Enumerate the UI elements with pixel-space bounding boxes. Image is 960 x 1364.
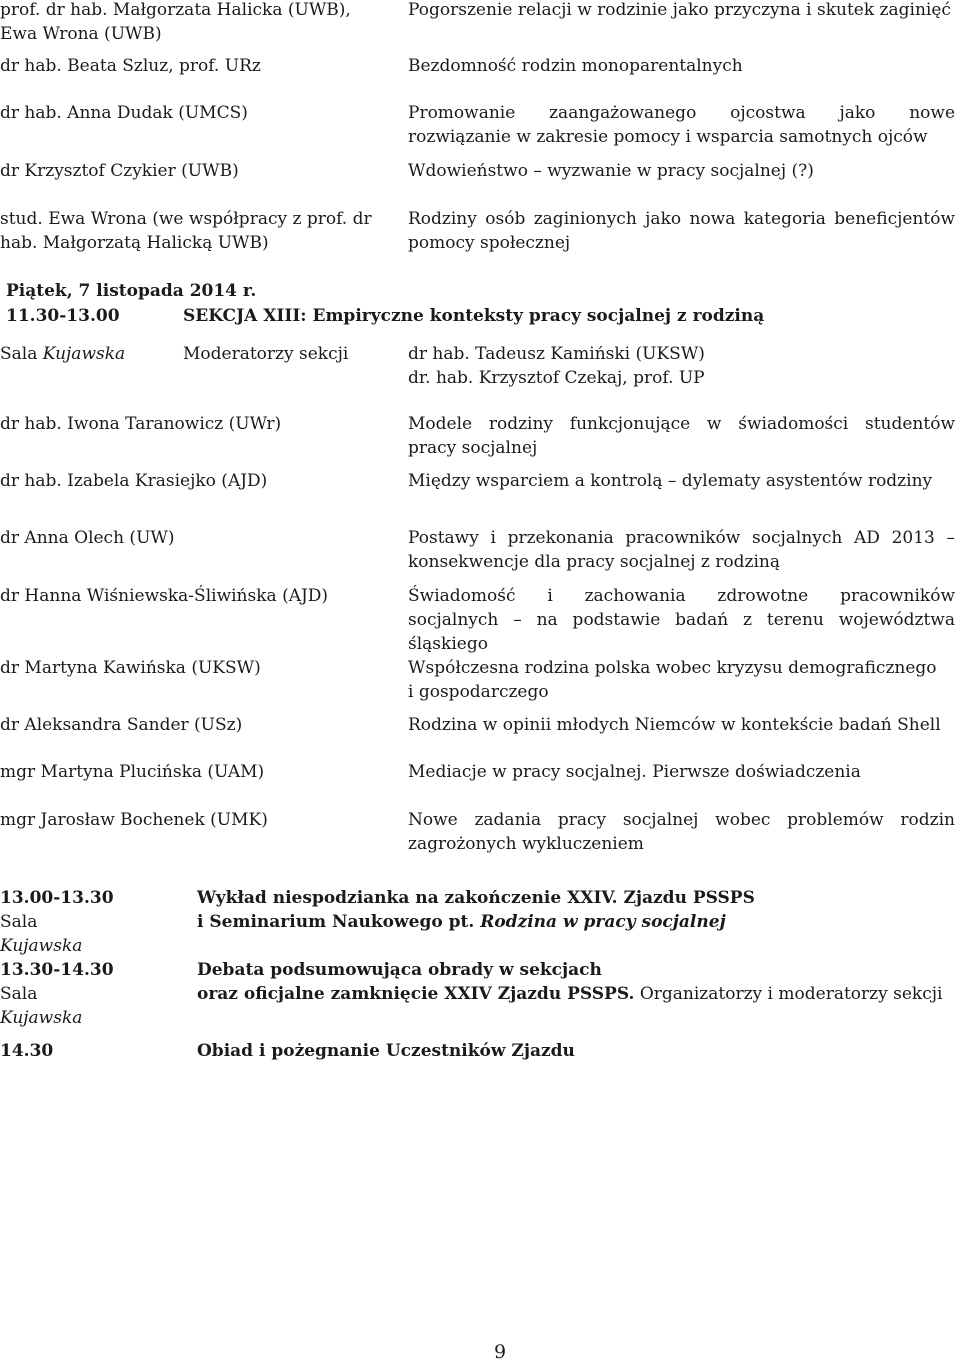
author-line: dr Krzysztof Czykier (UWB) — [0, 161, 239, 181]
title-line: Rodziny osób zaginionych jako nowa kategoria beneficjentów — [408, 209, 955, 229]
talk-title — [408, 584, 955, 656]
moderator: dr hab. Tadeusz Kamiński (UKSW) — [408, 344, 705, 364]
section-number: SEKCJA XIII — [183, 306, 301, 326]
title-line: Modele rodziny funkcjonujące w świadomości studentów — [408, 414, 955, 434]
talk-title — [408, 469, 955, 493]
author-line: dr Anna Olech (UW) — [0, 528, 175, 548]
author-line: dr hab. Beata Szluz, prof. URz — [0, 56, 261, 76]
talk-title — [408, 0, 955, 22]
talk-title — [408, 101, 955, 149]
talk-title — [408, 159, 955, 183]
event-line: Debata podsumowująca obrady w sekcjach — [197, 960, 602, 980]
author-line: mgr Martyna Plucińska (UAM) — [0, 762, 265, 782]
closing-time: 14.30 — [0, 1041, 54, 1061]
event-line: oraz oficjalne zamknięcie XXIV Zjazdu PSSPS. — [197, 984, 635, 1004]
author — [0, 0, 395, 46]
title-line: konsekwencje dla pracy socjalnej z rodziną — [408, 552, 781, 572]
talk-title — [408, 808, 955, 856]
moderators-list — [408, 342, 705, 390]
room-line: Kujawska — [0, 936, 83, 956]
author — [0, 526, 395, 550]
event-title: Rodzina w pracy socjalnej — [480, 912, 726, 932]
author-line: dr hab. Iwona Taranowicz (UWr) — [0, 414, 282, 434]
room-line: Sala — [0, 912, 38, 932]
event-line: i Seminarium Naukowego pt. — [197, 912, 481, 932]
author — [0, 207, 395, 255]
talk-title — [408, 760, 955, 784]
author-line: dr hab. Anna Dudak (UMCS) — [0, 103, 248, 123]
title-line: i gospodarczego — [408, 682, 549, 702]
title-line: Bezdomność rodzin monoparentalnych — [408, 56, 743, 76]
author — [0, 713, 395, 737]
author — [0, 159, 395, 183]
title-line: pracy socjalnej — [408, 438, 538, 458]
author — [0, 101, 395, 125]
section-time: 11.30-13.00 — [6, 306, 120, 326]
author-line: dr Martyna Kawińska (UKSW) — [0, 658, 261, 678]
room-prefix: Sala — [0, 344, 43, 364]
closing-event — [197, 958, 957, 1006]
section-topic: : Empiryczne konteksty pracy socjalnej z rodziną — [300, 306, 765, 326]
closing-time: 13.30-14.30 — [0, 960, 114, 980]
author-line: dr Hanna Wiśniewska-Śliwińska (AJD) — [0, 586, 329, 606]
title-line: Świadomość i zachowania zdrowotne pracowników — [408, 586, 955, 606]
event-line: Wykład niespodzianka na zakończenie XXIV. Zjazdu PSSPS — [197, 888, 755, 908]
section-room — [0, 342, 125, 366]
author-line: stud. Ewa Wrona (we współpracy z prof. dr — [0, 209, 372, 229]
talk-title — [408, 207, 955, 255]
talk-title — [408, 54, 955, 78]
title-line: Mediacje w pracy socjalnej. Pierwsze doświadczenia — [408, 762, 861, 782]
author — [0, 808, 395, 832]
author-line: dr Aleksandra Sander (USz) — [0, 715, 243, 735]
title-line: Współczesna rodzina polska wobec kryzysu demograficznego — [408, 658, 937, 678]
closing-room — [0, 910, 82, 958]
talk-title — [408, 713, 955, 737]
title-line: zagrożonych wykluczeniem — [408, 834, 644, 854]
page-number: 9 — [493, 1341, 507, 1363]
title-line: Promowanie zaangażowanego ojcostwa jako nowe — [408, 103, 955, 123]
moderator: dr. hab. Krzysztof Czekaj, prof. UP — [408, 368, 705, 388]
author — [0, 469, 395, 493]
talk-title — [408, 526, 955, 574]
section-label — [183, 304, 764, 328]
title-line: Wdowieństwo – wyzwanie w pracy socjalnej (?) — [408, 161, 814, 181]
author — [0, 760, 395, 784]
title-line: Postawy i przekonania pracowników socjalnych AD 2013 – — [408, 528, 955, 548]
talk-title — [408, 412, 955, 460]
author — [0, 54, 395, 78]
day-heading: Piątek, 7 listopada 2014 r. — [6, 281, 257, 301]
author-line: mgr Jarosław Bochenek (UMK) — [0, 810, 268, 830]
talk-title — [408, 656, 955, 704]
closing-time: 13.00-13.30 — [0, 888, 114, 908]
title-line: śląskiego — [408, 634, 488, 654]
closing-event: Obiad i pożegnanie Uczestników Zjazdu — [197, 1041, 575, 1061]
closing-room — [0, 982, 82, 1030]
title-line: rozwiązanie w zakresie pomocy i wsparcia samotnych ojców — [408, 127, 928, 147]
title-line: pomocy społecznej — [408, 233, 571, 253]
title-line: Rodzina w opinii młodych Niemców w kontekście badań Shell — [408, 715, 941, 735]
author-line: hab. Małgorzatą Halicką UWB) — [0, 233, 269, 253]
room-line: Kujawska — [0, 1008, 83, 1028]
title-line: socjalnych – na podstawie badań z terenu województwa — [408, 610, 955, 630]
author-line: dr hab. Izabela Krasiejko (AJD) — [0, 471, 268, 491]
event-note: Organizatorzy i moderatorzy sekcji — [634, 984, 943, 1004]
closing-event — [197, 886, 755, 934]
author-line: Ewa Wrona (UWB) — [0, 24, 162, 44]
title-line: Między wsparciem a kontrolą – dylematy asystentów rodziny — [408, 471, 933, 491]
title-line: Pogorszenie relacji w rodzinie jako przyczyna i skutek zaginięć — [408, 0, 951, 20]
author — [0, 412, 395, 436]
title-line: Nowe zadania pracy socjalnej wobec problemów rodzin — [408, 810, 955, 830]
author-line: prof. dr hab. Małgorzata Halicka (UWB), — [0, 0, 351, 20]
room-name: Kujawska — [42, 344, 126, 364]
moderators-label: Moderatorzy sekcji — [183, 344, 349, 364]
author — [0, 656, 395, 680]
author — [0, 584, 395, 608]
room-line: Sala — [0, 984, 38, 1004]
